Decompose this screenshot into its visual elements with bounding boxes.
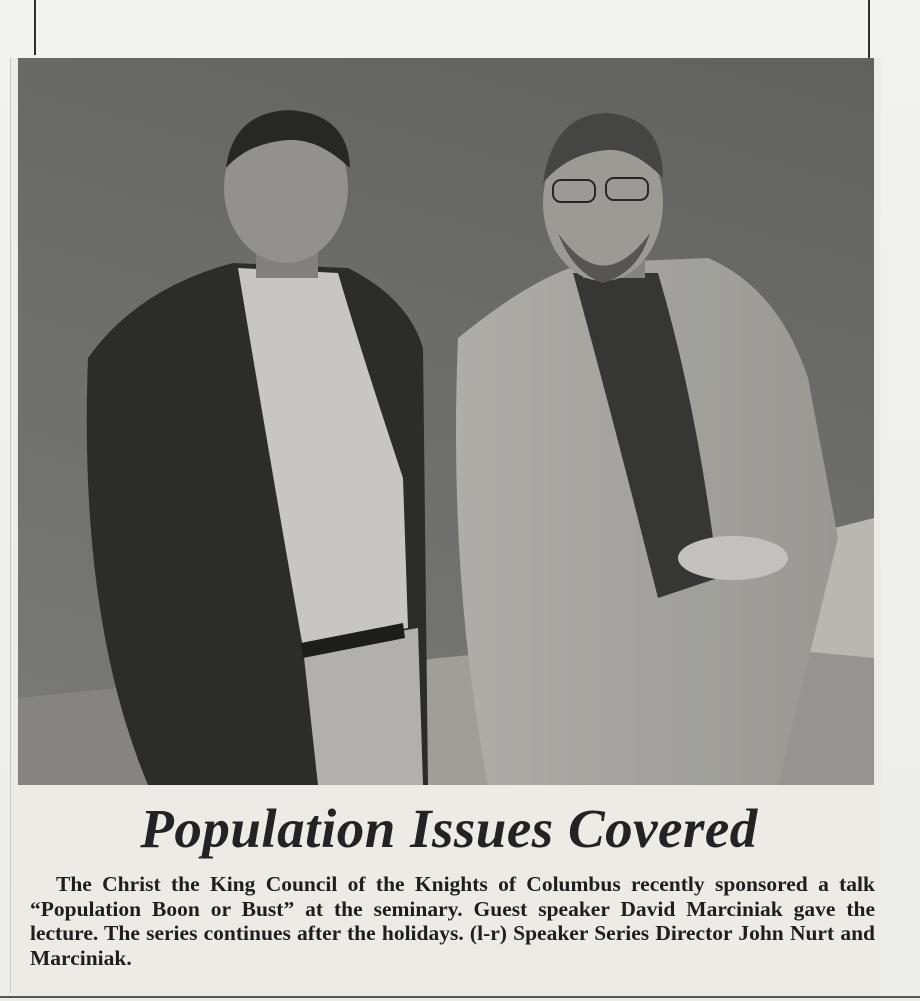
bottom-divider — [0, 996, 920, 998]
column-rule-right — [868, 0, 870, 60]
column-rule-left — [34, 0, 36, 55]
headline: Population Issues Covered — [140, 798, 758, 859]
article-photo — [18, 58, 874, 785]
photo-caption: The Christ the King Council of the Knights of Columbus recently sponsored a talk “Population Boon or Bust” at the seminary. Guest speaker David Marciniak gave the lecture. The series continues after the holidays. (l-r) Speaker Series Director John Nurt and Marciniak. — [30, 872, 875, 970]
photo-two-men-at-lectern — [18, 58, 874, 785]
